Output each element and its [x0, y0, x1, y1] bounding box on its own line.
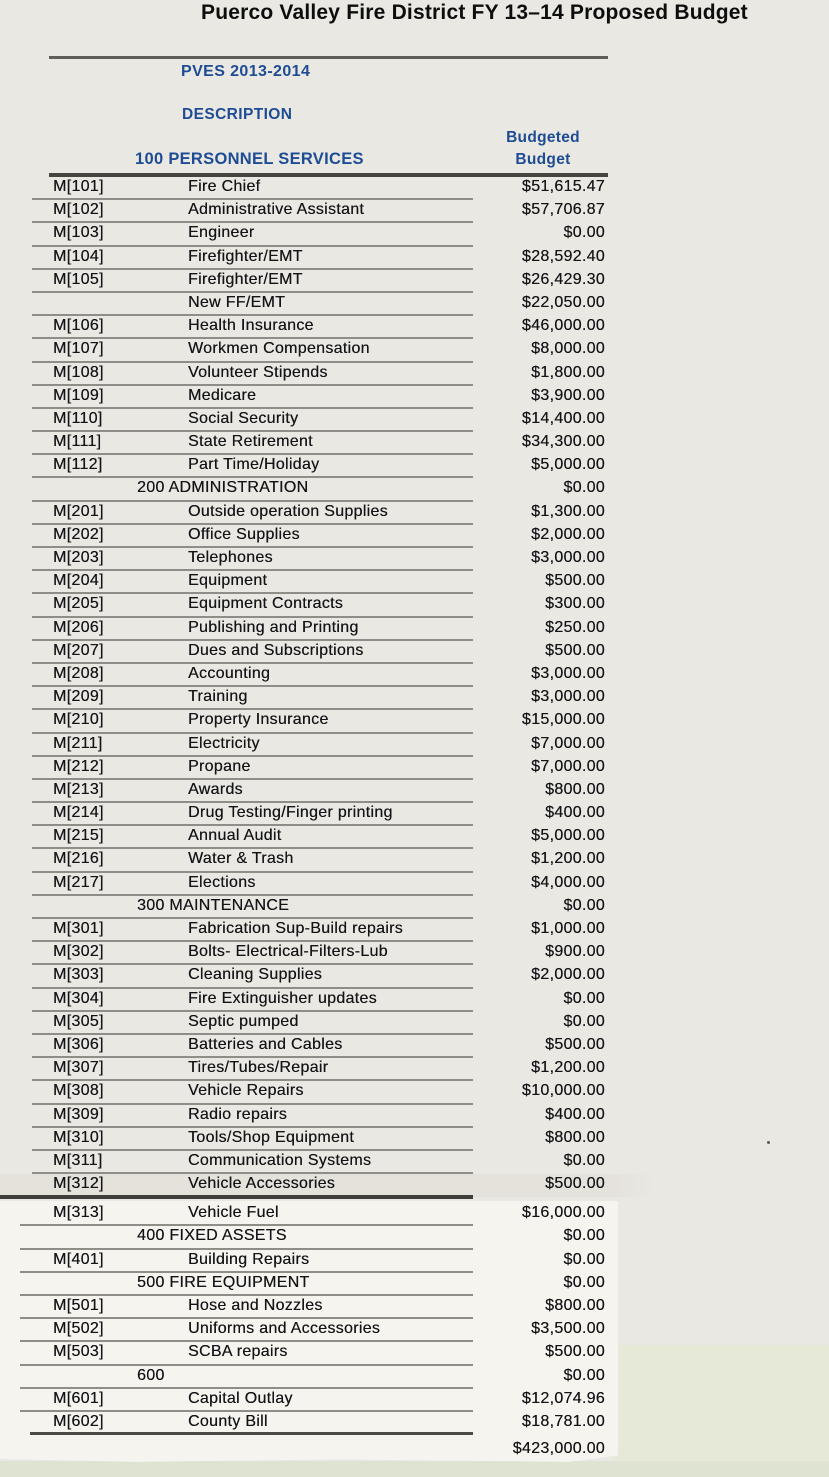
account-code: M[312]	[53, 1175, 104, 1193]
table-row	[0, 339, 829, 362]
budget-amount: $500.00	[545, 641, 605, 659]
line-item-description: Property Insurance	[188, 711, 329, 729]
line-item-description: Publishing and Printing	[188, 618, 359, 636]
table-row	[0, 942, 829, 965]
budget-amount: $500.00	[545, 1175, 605, 1193]
line-item-description: Building Repairs	[188, 1250, 310, 1268]
table-row	[0, 594, 829, 617]
budget-amount: $14,400.00	[521, 409, 605, 427]
budget-amount: $0.00	[563, 989, 605, 1007]
account-code: M[104]	[53, 247, 104, 265]
account-code: M[601]	[53, 1389, 104, 1407]
table-row	[0, 316, 829, 339]
page-title: Puerco Valley Fire District FY 13–14 Proposed Budget	[201, 1, 748, 24]
table-row	[0, 200, 829, 223]
table-row	[0, 1203, 829, 1226]
table-row	[0, 177, 829, 200]
table-row	[0, 1058, 829, 1081]
table-row	[0, 409, 829, 432]
budget-amount: $0.00	[563, 1012, 605, 1030]
account-code: M[207]	[53, 641, 104, 659]
account-code: M[502]	[53, 1320, 104, 1338]
account-code: M[401]	[53, 1250, 104, 1268]
budget-amount: $4,000.00	[531, 873, 605, 891]
budget-amount: $0.00	[563, 896, 605, 914]
budget-column-header-line2: Budget	[515, 151, 571, 168]
table-row	[0, 873, 829, 896]
table-row	[0, 687, 829, 710]
section-header-100: 100 PERSONNEL SERVICES	[135, 150, 364, 168]
account-code: M[217]	[53, 873, 104, 891]
account-code: M[310]	[53, 1128, 104, 1146]
line-item-description: Health Insurance	[188, 317, 314, 335]
account-code: M[212]	[53, 757, 104, 775]
budget-amount: $500.00	[545, 572, 605, 590]
budget-amount: $12,074.96	[521, 1389, 605, 1407]
line-item-description: Hose and Nozzles	[188, 1297, 323, 1314]
line-item-description: Bolts- Electrical-Filters-Lub	[188, 943, 388, 961]
line-item-description: Vehicle Fuel	[188, 1204, 279, 1222]
budget-amount: $0.00	[563, 1151, 605, 1169]
line-item-description: Fabrication Sup-Build repairs	[188, 920, 404, 937]
table-row	[0, 849, 829, 872]
table-row	[0, 1012, 829, 1035]
budget-amount: $2,000.00	[531, 966, 605, 984]
line-item-description: Communication Systems	[188, 1151, 372, 1169]
account-code: M[503]	[53, 1343, 104, 1361]
account-code: M[111]	[53, 433, 102, 451]
line-item-description: Awards	[188, 780, 243, 798]
table-row	[0, 803, 829, 826]
account-code: M[602]	[53, 1412, 104, 1430]
account-code: M[216]	[53, 850, 104, 868]
table-row	[0, 571, 829, 594]
table-row	[0, 710, 829, 733]
line-item-description: 400 FIXED ASSETS	[137, 1227, 287, 1245]
line-item-description: Tools/Shop Equipment	[188, 1128, 355, 1146]
line-item-description: Water & Trash	[188, 850, 294, 868]
backing-paper-bottom	[0, 1461, 829, 1477]
account-code: M[211]	[53, 734, 103, 752]
line-item-description: Elections	[188, 873, 256, 891]
line-item-description: Propane	[188, 757, 251, 775]
line-item-description: 500 FIRE EQUIPMENT	[137, 1273, 310, 1291]
account-code: M[108]	[53, 363, 104, 381]
grand-total: $423,000.00	[512, 1440, 605, 1457]
line-item-description: State Retirement	[188, 433, 313, 451]
account-code: M[305]	[53, 1012, 104, 1030]
table-row	[0, 618, 829, 641]
budget-column-header	[478, 127, 608, 171]
table-row	[0, 1151, 829, 1174]
account-code: M[102]	[53, 201, 104, 219]
line-item-description: Telephones	[188, 549, 273, 566]
account-code: M[303]	[53, 966, 104, 984]
line-item-description: Part Time/Holiday	[188, 456, 320, 474]
budget-amount: $3,000.00	[531, 549, 605, 566]
budget-table	[0, 177, 829, 1435]
table-row	[0, 1296, 829, 1319]
budget-amount: $0.00	[563, 1273, 605, 1291]
budget-amount: $0.00	[563, 1250, 605, 1268]
table-row	[0, 1319, 829, 1342]
table-row	[0, 919, 829, 942]
account-code: M[209]	[53, 688, 104, 706]
table-row	[0, 293, 829, 316]
budget-amount: $0.00	[563, 224, 605, 242]
line-item-description: Cleaning Supplies	[188, 966, 323, 984]
table-row	[0, 478, 829, 501]
budget-amount: $500.00	[545, 1343, 605, 1361]
line-item-description: Firefighter/EMT	[188, 247, 303, 265]
account-code: M[309]	[53, 1105, 104, 1123]
line-item-description: Medicare	[188, 386, 257, 404]
account-code: M[206]	[53, 618, 104, 636]
line-item-description: Radio repairs	[188, 1105, 288, 1123]
table-row	[0, 780, 829, 803]
line-item-description: Uniforms and Accessories	[188, 1320, 381, 1338]
table-row	[0, 965, 829, 988]
budget-amount: $3,000.00	[531, 664, 605, 682]
budget-amount: $1,000.00	[531, 920, 605, 937]
account-code: M[308]	[53, 1082, 104, 1100]
table-row	[0, 1389, 829, 1412]
budget-amount: $250.00	[545, 618, 605, 636]
line-item-description: Septic pumped	[188, 1012, 299, 1030]
account-code: M[311]	[53, 1151, 103, 1169]
budget-amount: $28,592.40	[521, 247, 605, 265]
account-code: M[302]	[53, 943, 104, 961]
account-code: M[112]	[53, 456, 103, 474]
table-row	[0, 270, 829, 293]
budget-amount: $500.00	[545, 1035, 605, 1053]
table-row	[0, 1366, 829, 1389]
line-item-description: 200 ADMINISTRATION	[137, 479, 309, 497]
budget-amount: $1,200.00	[531, 850, 605, 868]
account-code: M[110]	[53, 409, 103, 427]
budget-amount: $10,000.00	[521, 1082, 605, 1100]
budget-amount: $18,781.00	[521, 1412, 605, 1430]
table-row	[0, 432, 829, 455]
budget-amount: $16,000.00	[521, 1204, 605, 1222]
table-row	[0, 1174, 829, 1197]
budget-amount: $0.00	[563, 1366, 605, 1384]
account-code: M[214]	[53, 804, 104, 822]
budget-amount: $26,429.30	[521, 270, 605, 288]
budget-amount: $1,200.00	[531, 1059, 605, 1077]
account-code: M[301]	[53, 920, 104, 937]
account-code: M[210]	[53, 711, 104, 729]
budget-amount: $3,900.00	[531, 386, 605, 404]
account-code: M[313]	[53, 1204, 104, 1222]
budget-amount: $15,000.00	[521, 711, 605, 729]
table-row	[0, 363, 829, 386]
budget-amount: $5,000.00	[531, 456, 605, 474]
budget-amount: $3,000.00	[531, 688, 605, 706]
budget-amount: $900.00	[545, 943, 605, 961]
table-row	[0, 223, 829, 246]
account-code: M[307]	[53, 1059, 104, 1077]
line-item-description: New FF/EMT	[188, 293, 286, 311]
line-item-description: Equipment	[188, 572, 268, 590]
line-item-description: Outside operation Supplies	[188, 502, 388, 520]
line-item-description: Electricity	[188, 734, 260, 752]
line-item-description: Office Supplies	[188, 525, 300, 543]
budget-amount: $1,300.00	[531, 502, 605, 520]
line-item-description: Workmen Compensation	[188, 340, 370, 358]
budget-amount: $51,615.47	[521, 178, 605, 195]
table-row	[0, 1250, 829, 1273]
table-row	[0, 1342, 829, 1365]
budget-amount: $800.00	[545, 1128, 605, 1146]
row-underline	[30, 1432, 473, 1435]
account-code: M[109]	[53, 386, 104, 404]
budget-amount: $34,300.00	[521, 433, 605, 451]
account-code: M[215]	[53, 827, 104, 845]
table-row	[0, 757, 829, 780]
account-code: M[213]	[53, 780, 104, 798]
account-code: M[501]	[53, 1297, 104, 1314]
table-row	[0, 525, 829, 548]
line-item-description: Firefighter/EMT	[188, 270, 303, 288]
table-row	[0, 826, 829, 849]
line-item-description: SCBA repairs	[188, 1343, 288, 1361]
table-row	[0, 734, 829, 757]
budget-amount: $400.00	[545, 1105, 605, 1123]
budget-amount: $22,050.00	[521, 293, 605, 311]
row-underline	[0, 1195, 473, 1199]
account-code: M[101]	[53, 178, 104, 195]
line-item-description: Capital Outlay	[188, 1389, 293, 1407]
budget-amount: $3,500.00	[531, 1320, 605, 1338]
account-code: M[106]	[53, 317, 104, 335]
line-item-description: Annual Audit	[188, 827, 282, 845]
line-item-description: Accounting	[188, 664, 271, 682]
line-item-description: Equipment Contracts	[188, 595, 344, 613]
budget-column-header-line1: Budgeted	[506, 129, 580, 146]
budget-amount: $8,000.00	[531, 340, 605, 358]
account-code: M[304]	[53, 989, 104, 1007]
table-row	[0, 1105, 829, 1128]
table-row	[0, 1226, 829, 1249]
line-item-description: Volunteer Stipends	[188, 363, 328, 381]
worksheet-title: PVES 2013-2014	[181, 63, 311, 80]
line-item-description: 300 MAINTENANCE	[137, 896, 290, 914]
line-item-description: Administrative Assistant	[188, 201, 365, 219]
budget-amount: $57,706.87	[521, 201, 605, 219]
table-row	[0, 1081, 829, 1104]
line-item-description: Drug Testing/Finger printing	[188, 804, 393, 822]
line-item-description: Batteries and Cables	[188, 1035, 343, 1053]
account-code: M[105]	[53, 270, 104, 288]
table-row	[0, 1412, 829, 1435]
budget-amount: $0.00	[563, 479, 605, 497]
line-item-description: Dues and Subscriptions	[188, 641, 364, 659]
table-row	[0, 989, 829, 1012]
table-row	[0, 896, 829, 919]
table-row	[0, 1035, 829, 1058]
table-row	[0, 641, 829, 664]
budget-amount: $0.00	[563, 1227, 605, 1245]
table-row	[0, 548, 829, 571]
line-item-description: County Bill	[188, 1412, 268, 1430]
line-item-description: Engineer	[188, 224, 255, 242]
account-code: M[208]	[53, 664, 104, 682]
line-item-description: Vehicle Accessories	[188, 1175, 336, 1193]
budget-amount: $46,000.00	[521, 317, 605, 335]
budget-amount: $300.00	[545, 595, 605, 613]
line-item-description: Fire Extinguisher updates	[188, 989, 377, 1007]
account-code: M[103]	[53, 224, 104, 242]
budget-amount: $400.00	[545, 804, 605, 822]
table-row	[0, 386, 829, 409]
line-item-description: Training	[188, 688, 248, 706]
line-item-description: 600	[137, 1366, 165, 1384]
table-row	[0, 664, 829, 687]
budget-amount: $7,000.00	[531, 757, 605, 775]
budget-amount: $800.00	[545, 1297, 605, 1314]
account-code: M[201]	[53, 502, 104, 520]
line-item-description: Fire Chief	[188, 178, 261, 195]
line-item-description: Vehicle Repairs	[188, 1082, 304, 1100]
account-code: M[203]	[53, 549, 104, 566]
budget-amount: $1,800.00	[531, 363, 605, 381]
table-row	[0, 1273, 829, 1296]
table-row	[0, 1128, 829, 1151]
account-code: M[205]	[53, 595, 104, 613]
budget-amount: $5,000.00	[531, 827, 605, 845]
account-code: M[107]	[53, 340, 104, 358]
account-code: M[202]	[53, 525, 104, 543]
table-row	[0, 502, 829, 525]
header-top-rule	[49, 56, 608, 59]
description-column-header: DESCRIPTION	[182, 106, 293, 123]
table-row	[0, 455, 829, 478]
table-row	[0, 247, 829, 270]
account-code: M[306]	[53, 1035, 104, 1053]
line-item-description: Social Security	[188, 409, 299, 427]
account-code: M[204]	[53, 572, 104, 590]
budget-amount: $7,000.00	[531, 734, 605, 752]
budget-amount: $2,000.00	[531, 525, 605, 543]
line-item-description: Tires/Tubes/Repair	[188, 1059, 329, 1077]
budget-amount: $800.00	[545, 780, 605, 798]
